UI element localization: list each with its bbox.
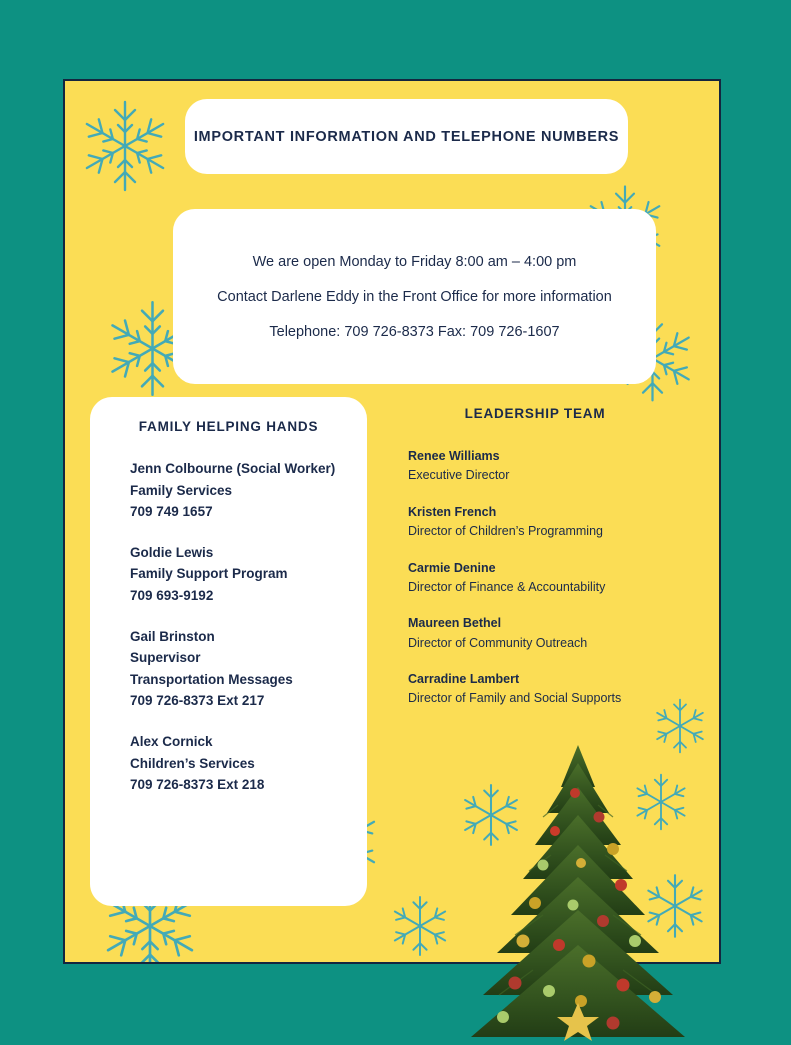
title-card	[185, 99, 628, 174]
list-item	[130, 626, 367, 712]
contact-department: Family Support Program	[130, 566, 288, 582]
telephone-line: Telephone: 709 726-8373 Fax: 709 726-1607	[269, 323, 560, 340]
leader-role: Director of Children’s Programming	[408, 524, 603, 539]
list-item	[408, 670, 695, 709]
contact-name: Alex Cornick	[130, 733, 213, 749]
contact-phone: 709 726-8373 Ext 218	[130, 777, 265, 793]
snowflake-icon	[457, 781, 525, 849]
snowflake-icon	[640, 871, 710, 941]
list-item	[130, 731, 367, 796]
contact-name: Jenn Colbourne (Social Worker)	[130, 461, 336, 476]
contact-name: Goldie Lewis	[130, 544, 214, 560]
list-item	[130, 542, 367, 607]
list-item	[130, 458, 367, 523]
contact-title: Supervisor	[130, 650, 201, 666]
snowflake-icon	[75, 96, 175, 196]
leader-name: Carradine Lambert	[408, 672, 520, 686]
contact-department: Family Services	[130, 482, 233, 498]
leader-name: Renee Williams	[408, 449, 500, 463]
leader-name: Kristen French	[408, 504, 497, 519]
leader-name: Maureen Bethel	[408, 616, 502, 631]
leadership-team-heading: LEADERSHIP TEAM	[464, 406, 606, 421]
contact-phone: 709 726-8373 Ext 217	[130, 693, 265, 709]
hours-info-card	[173, 209, 656, 384]
contact-phone: 709 693-9192	[130, 587, 214, 603]
family-helping-hands-card	[90, 397, 367, 906]
leader-name: Carmie Denine	[408, 560, 496, 575]
list-item	[408, 447, 695, 486]
family-helping-hands-list	[130, 458, 367, 796]
flyer-page	[63, 79, 721, 964]
contact-phone: 709 749 1657	[130, 504, 213, 520]
leadership-team-section	[395, 406, 695, 726]
snowflake-icon	[387, 893, 453, 959]
contact-line: Contact Darlene Eddy in the Front Office for more information	[217, 288, 612, 305]
leader-role: Director of Community Outreach	[408, 635, 588, 650]
leadership-team-list	[408, 447, 695, 709]
contact-department: Transportation Messages	[130, 671, 293, 687]
family-helping-hands-heading: FAMILY HELPING HANDS	[138, 419, 319, 434]
leader-role: Director of Finance & Accountability	[408, 579, 606, 594]
leader-role: Director of Family and Social Supports	[408, 691, 622, 706]
contact-name: Gail Brinston	[130, 628, 215, 644]
hours-line: We are open Monday to Friday 8:00 am – 4:00 pm	[252, 253, 577, 270]
list-item	[408, 503, 695, 542]
list-item	[408, 614, 695, 653]
leader-role: Executive Director	[408, 468, 510, 483]
contact-department: Children’s Services	[130, 755, 255, 771]
page-title: IMPORTANT INFORMATION AND TELEPHONE NUMBERS	[193, 128, 620, 145]
snowflake-icon	[630, 771, 692, 833]
list-item	[408, 559, 695, 598]
